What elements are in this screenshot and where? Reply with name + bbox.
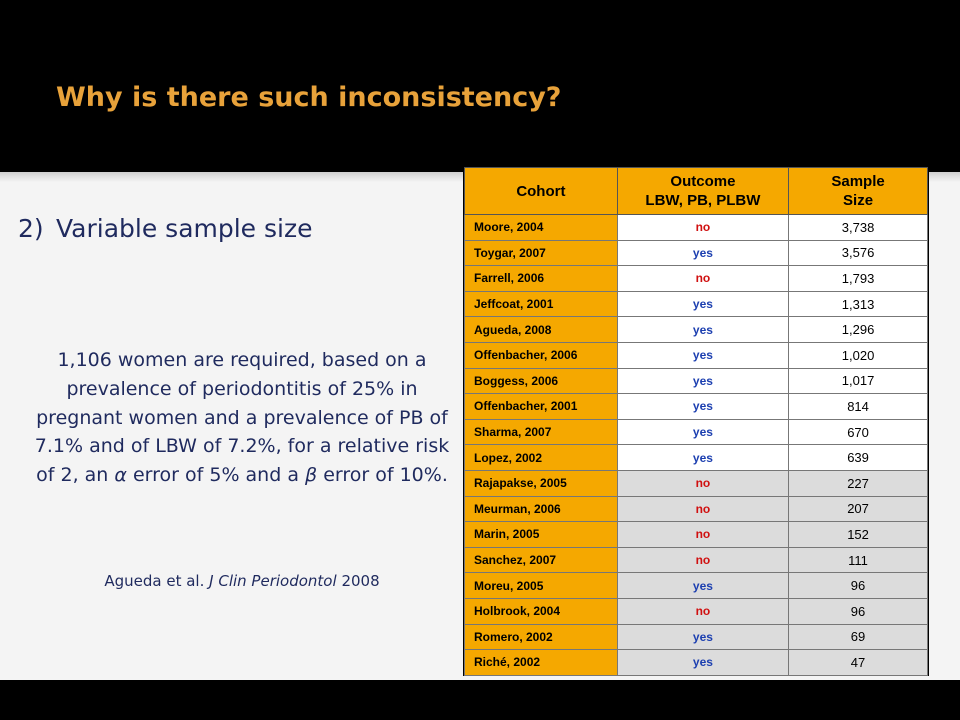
outcome-cell: yes [617,368,788,394]
table-row [465,368,928,394]
sample-size-cell: 1,017 [789,368,928,394]
table-body [465,215,928,676]
cohort-table [464,167,928,676]
cohort-cell: Offenbacher, 2006 [465,342,618,368]
table-row [465,650,928,676]
bullet-number: 2) [18,214,44,243]
slide-title: Why is there such inconsistency? [56,82,562,113]
outcome-cell: no [617,266,788,292]
sample-size-cell: 96 [789,598,928,624]
citation-journal: J Clin Periodontol [209,572,337,590]
header-outcome [617,168,788,215]
cohort-cell: Rajapakse, 2005 [465,470,618,496]
cohort-cell: Sanchez, 2007 [465,547,618,573]
outcome-cell: yes [617,342,788,368]
header-outcome-line1: Outcome [670,173,736,190]
cohort-cell: Toygar, 2007 [465,240,618,266]
cohort-cell: Holbrook, 2004 [465,598,618,624]
table-row [465,419,928,445]
header-outcome-line2: LBW, PB, PLBW [645,192,761,209]
header-cohort: Cohort [465,168,618,215]
cohort-cell: Romero, 2002 [465,624,618,650]
bottom-bar [0,680,960,720]
cohort-cell: Marin, 2005 [465,522,618,548]
outcome-cell: no [617,496,788,522]
beta-symbol: β [305,464,318,487]
sample-size-cell: 1,296 [789,317,928,343]
table-row [465,624,928,650]
cohort-table-container [463,166,929,676]
table-row [465,470,928,496]
outcome-cell: no [617,547,788,573]
table-row [465,266,928,292]
header-sample-size [789,168,928,215]
sample-size-cell: 639 [789,445,928,471]
outcome-cell: no [617,215,788,241]
outcome-cell: no [617,598,788,624]
table-row [465,317,928,343]
table-row [465,496,928,522]
outcome-cell: no [617,470,788,496]
outcome-cell: no [617,522,788,548]
cohort-cell: Moore, 2004 [465,215,618,241]
citation [28,572,456,590]
cohort-cell: Farrell, 2006 [465,266,618,292]
cohort-cell: Offenbacher, 2001 [465,394,618,420]
table-row [465,240,928,266]
cohort-cell: Lopez, 2002 [465,445,618,471]
cohort-cell: Meurman, 2006 [465,496,618,522]
body-text-part2: error of 5% and a [126,464,306,487]
sample-size-cell: 111 [789,547,928,573]
outcome-cell: yes [617,317,788,343]
outcome-cell: yes [617,624,788,650]
header-size-line1: Sample [831,173,885,190]
table-row [465,573,928,599]
table-row [465,445,928,471]
outcome-cell: yes [617,394,788,420]
table-row [465,215,928,241]
bullet-text: Variable sample size [56,214,313,243]
table-row [465,522,928,548]
table-row [465,598,928,624]
sample-size-cell: 227 [789,470,928,496]
outcome-cell: yes [617,291,788,317]
sample-size-cell: 3,576 [789,240,928,266]
sample-size-cell: 96 [789,573,928,599]
sample-size-cell: 3,738 [789,215,928,241]
table-row [465,394,928,420]
outcome-cell: yes [617,240,788,266]
citation-authors: Agueda et al. [104,572,205,590]
outcome-cell: yes [617,445,788,471]
table-row [465,342,928,368]
sample-size-cell: 1,313 [789,291,928,317]
sample-size-cell: 47 [789,650,928,676]
alpha-symbol: α [114,464,127,487]
citation-year: 2008 [341,572,380,590]
bullet-point [18,214,312,243]
body-text-part1: 1,106 women are required, based on a prevalence of periodontitis of 25% in pregnant women and a prevalence of PB of 7.1% and of LBW of 7.2%, for a relative risk of 2, an [34,349,450,487]
cohort-cell: Boggess, 2006 [465,368,618,394]
body-text-part3: error of 10%. [317,464,448,487]
sample-size-cell: 69 [789,624,928,650]
sample-size-cell: 1,793 [789,266,928,292]
sample-size-cell: 152 [789,522,928,548]
header-size-line2: Size [843,192,874,209]
cohort-cell: Jeffcoat, 2001 [465,291,618,317]
cohort-cell: Moreu, 2005 [465,573,618,599]
cohort-cell: Agueda, 2008 [465,317,618,343]
sample-size-cell: 207 [789,496,928,522]
outcome-cell: yes [617,419,788,445]
cohort-cell: Sharma, 2007 [465,419,618,445]
cohort-cell: Riché, 2002 [465,650,618,676]
outcome-cell: yes [617,573,788,599]
sample-size-cell: 670 [789,419,928,445]
table-row [465,291,928,317]
body-paragraph [28,346,456,490]
table-row [465,547,928,573]
sample-size-cell: 814 [789,394,928,420]
outcome-cell: yes [617,650,788,676]
table-header-row [465,168,928,215]
sample-size-cell: 1,020 [789,342,928,368]
